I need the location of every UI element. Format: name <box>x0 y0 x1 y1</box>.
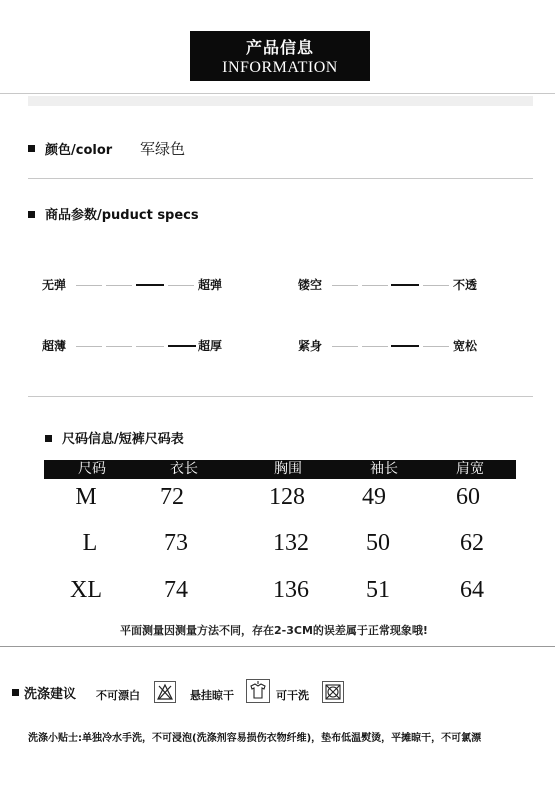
spec-scale-segment <box>362 285 388 286</box>
no-bleach-icon <box>154 681 176 703</box>
wash-tip-label: 洗涤小贴士: <box>28 733 82 744</box>
spec-scale-segment <box>136 346 164 347</box>
table-cell: 60 <box>456 484 480 510</box>
table-cell: 73 <box>164 530 188 556</box>
spec-scale-segment <box>76 346 102 347</box>
spec-min-label: 超薄 <box>42 339 67 353</box>
wash-label: 洗涤建议 <box>24 687 77 702</box>
table-cell: 132 <box>273 530 309 556</box>
bullet-square <box>12 689 19 696</box>
bullet-square <box>45 435 52 442</box>
col-header-length: 衣长 <box>170 461 198 477</box>
spec-scale-marker <box>391 284 419 286</box>
specs-label: 商品参数/puduct specs <box>45 208 199 223</box>
divider <box>28 396 533 397</box>
size-section-label: 尺码信息/短裤尺码表 <box>62 432 184 447</box>
spec-scale-marker <box>136 284 164 286</box>
col-header-chest: 胸围 <box>274 461 302 477</box>
wash-item-label: 不可漂白 <box>96 689 140 702</box>
bullet-square <box>28 145 35 152</box>
wash-tip-text: 单独冷水手洗，不可浸泡(洗涤剂容易损伤衣物纤维)，垫布低温熨烫，平摊晾干，不可氯漂 <box>82 733 482 744</box>
color-value: 军绿色 <box>140 140 186 158</box>
dry-clean-icon <box>322 681 344 703</box>
spec-scale-segment <box>423 285 449 286</box>
table-cell: 49 <box>362 484 386 510</box>
col-header-size: 尺码 <box>78 461 106 477</box>
spec-scale-segment <box>106 285 132 286</box>
divider <box>28 178 533 179</box>
wash-item-label: 可干洗 <box>276 689 309 702</box>
spec-scale-segment <box>106 346 132 347</box>
spec-scale-segment <box>332 346 358 347</box>
table-cell: 72 <box>160 484 184 510</box>
table-cell: 74 <box>164 577 188 603</box>
col-header-shoulder: 肩宽 <box>456 461 484 477</box>
header-title-en: INFORMATION <box>222 59 338 76</box>
bullet-square <box>28 211 35 218</box>
size-table-header <box>44 460 516 479</box>
spec-max-label: 宽松 <box>453 339 478 353</box>
spec-scale-segment <box>362 346 388 347</box>
spec-scale-marker <box>168 345 196 347</box>
table-cell: 128 <box>269 484 305 510</box>
spec-min-label: 无弹 <box>42 278 67 292</box>
info-header <box>190 31 370 81</box>
spec-max-label: 超厚 <box>198 339 223 353</box>
spec-scale-segment <box>332 285 358 286</box>
wash-tip <box>28 729 481 744</box>
col-header-sleeve: 袖长 <box>370 461 398 477</box>
table-cell: L <box>82 530 98 556</box>
spec-max-label: 不透 <box>453 278 478 292</box>
spec-min-label: 紧身 <box>298 339 323 353</box>
table-cell: 136 <box>273 577 309 603</box>
wash-item-label: 悬挂晾干 <box>190 689 234 702</box>
table-cell: 50 <box>366 530 390 556</box>
divider <box>0 646 555 647</box>
table-cell: 51 <box>366 577 390 603</box>
spec-scale-segment <box>76 285 102 286</box>
measurement-note: 平面测量因测量方法不同，存在2-3CM的误差属于正常现象哦! <box>120 624 428 637</box>
spec-max-label: 超弹 <box>198 278 223 292</box>
spec-scale-marker <box>391 345 419 347</box>
spec-scale-segment <box>423 346 449 347</box>
hang-dry-icon <box>246 679 270 703</box>
spec-min-label: 镂空 <box>298 278 323 292</box>
table-cell: 62 <box>460 530 484 556</box>
spec-scale-segment <box>168 285 194 286</box>
divider-band <box>28 96 533 106</box>
color-label: 颜色/color <box>45 143 113 158</box>
header-title-cn: 产品信息 <box>245 38 314 57</box>
table-cell: 64 <box>460 577 484 603</box>
table-cell: M <box>75 484 97 510</box>
table-cell: XL <box>70 577 102 603</box>
divider <box>0 93 555 94</box>
